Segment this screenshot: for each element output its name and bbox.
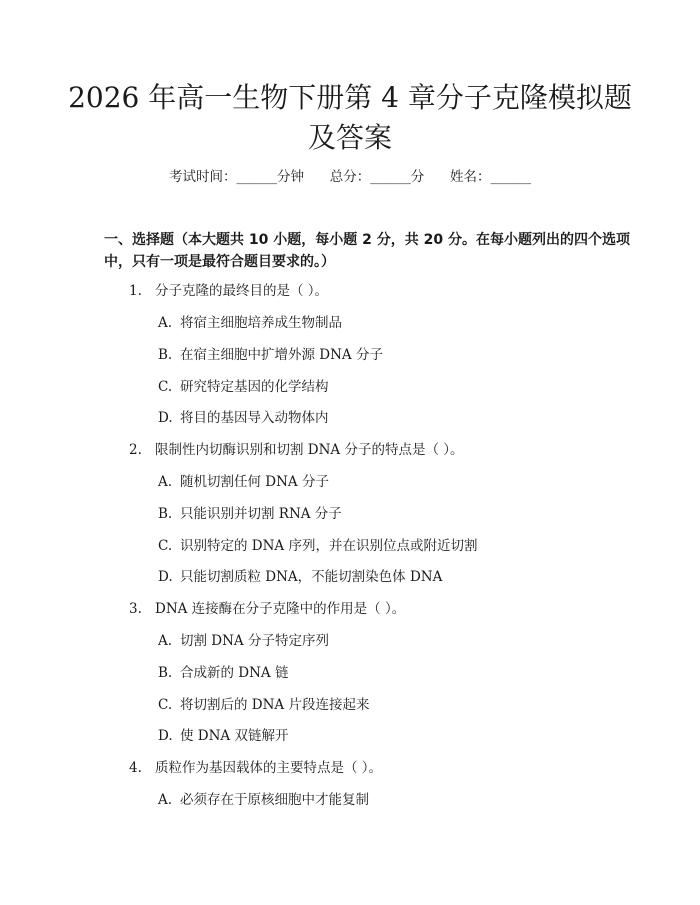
option-text: 识别特定的 DNA 序列，并在识别位点或附近切割 xyxy=(180,538,478,554)
score-unit: 分 xyxy=(410,169,425,185)
time-label: 考试时间： xyxy=(169,169,237,185)
score-label: 总分： xyxy=(329,169,371,185)
option-text: 使 DNA 双链解开 xyxy=(180,728,289,744)
q4-option-a xyxy=(158,790,369,810)
option-text: 将目的基因导入动物体内 xyxy=(180,410,329,426)
option-text: 切割 DNA 分子特定序列 xyxy=(180,633,329,649)
option-letter: B. xyxy=(158,347,173,363)
time-blank: ______ xyxy=(236,169,277,185)
option-text: 将切割后的 DNA 片段连接起来 xyxy=(180,697,370,713)
option-text: 在宿主细胞中扩增外源 DNA 分子 xyxy=(180,347,383,363)
option-text: 合成新的 DNA 链 xyxy=(180,665,289,681)
page-title xyxy=(60,78,640,158)
option-letter: B. xyxy=(158,506,173,522)
q1-option-a xyxy=(158,313,342,333)
section-heading: 一、选择题（本大题共 10 小题，每小题 2 分，共 20 分。在每小题列出的四个选项中，只有一项是最符合题目要求的。） xyxy=(104,232,630,270)
question-4 xyxy=(129,758,382,778)
option-letter: A. xyxy=(158,792,173,808)
option-text: 必须存在于原核细胞中才能复制 xyxy=(180,792,369,808)
option-letter: D. xyxy=(158,728,173,744)
name-blank: ______ xyxy=(490,169,531,185)
q2-option-a xyxy=(158,472,329,492)
option-letter: C. xyxy=(158,538,173,554)
question-number: 4. xyxy=(129,760,142,776)
option-text: 研究特定基因的化学结构 xyxy=(180,379,329,395)
option-letter: D. xyxy=(158,569,173,585)
q2-option-c xyxy=(158,536,477,556)
question-number: 3. xyxy=(129,601,142,617)
q1-option-b xyxy=(158,345,383,365)
q3-option-a xyxy=(158,631,329,651)
option-letter: B. xyxy=(158,665,173,681)
exam-meta xyxy=(0,166,700,188)
option-letter: C. xyxy=(158,697,173,713)
q1-option-c xyxy=(158,377,329,397)
question-3 xyxy=(129,599,405,619)
question-text: 质粒作为基因载体的主要特点是（ ）。 xyxy=(155,760,383,776)
q3-option-c xyxy=(158,695,369,715)
q2-option-b xyxy=(158,504,342,524)
q3-option-d xyxy=(158,726,288,746)
question-text: 分子克隆的最终目的是（ ）。 xyxy=(155,283,329,299)
question-text: 限制性内切酶识别和切割 DNA 分子的特点是（ ）。 xyxy=(155,442,464,458)
title-line-2: 及答案 xyxy=(307,121,392,154)
option-letter: A. xyxy=(158,315,173,331)
option-text: 随机切割任何 DNA 分子 xyxy=(180,474,329,490)
question-2 xyxy=(129,440,464,460)
option-letter: A. xyxy=(158,633,173,649)
option-text: 将宿主细胞培养成生物制品 xyxy=(180,315,342,331)
option-letter: C. xyxy=(158,379,173,395)
name-label: 姓名： xyxy=(450,169,491,185)
option-letter: D. xyxy=(158,410,173,426)
title-line-1: 2026 年高一生物下册第 4 章分子克隆模拟题 xyxy=(68,81,632,114)
option-text: 只能切割质粒 DNA，不能切割染色体 DNA xyxy=(180,569,443,585)
q2-option-d xyxy=(158,567,442,587)
q3-option-b xyxy=(158,663,288,683)
question-1 xyxy=(129,281,328,301)
question-number: 1. xyxy=(129,283,142,299)
question-number: 2. xyxy=(129,442,142,458)
score-blank: ______ xyxy=(370,169,411,185)
option-letter: A. xyxy=(158,474,173,490)
time-unit: 分钟 xyxy=(277,169,304,185)
q1-option-d xyxy=(158,408,329,428)
option-text: 只能识别并切割 RNA 分子 xyxy=(180,506,342,522)
question-text: DNA 连接酶在分子克隆中的作用是（ ）。 xyxy=(155,601,406,617)
